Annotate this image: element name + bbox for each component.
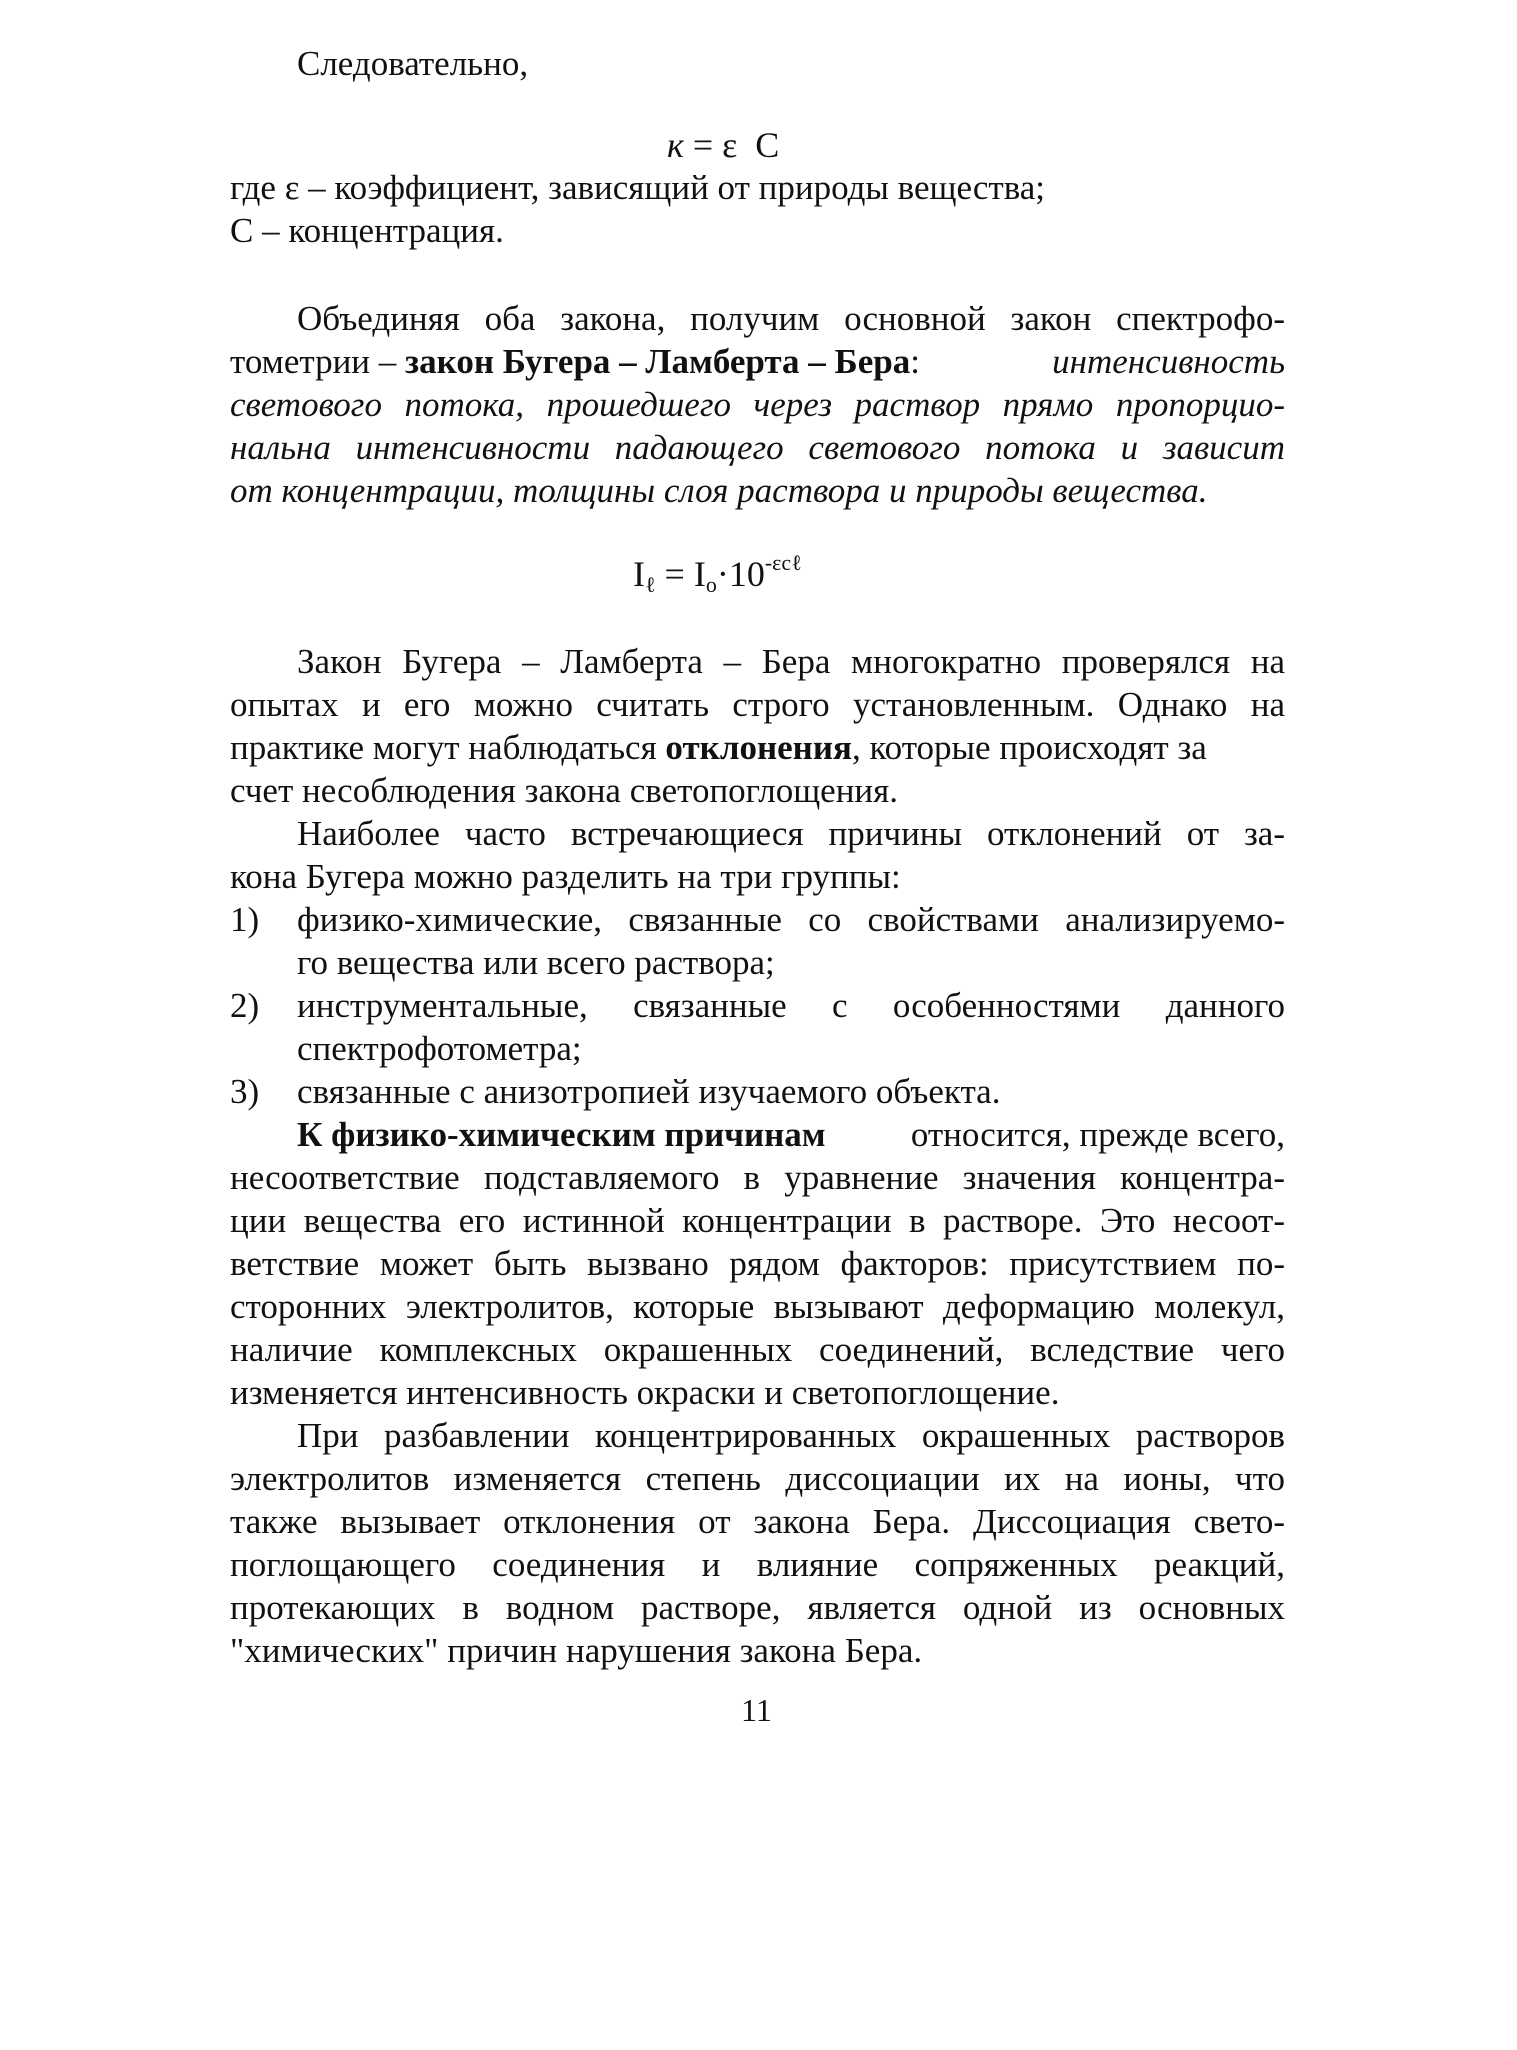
- line-text: кона Бугера можно разделить на три группы:: [230, 857, 901, 896]
- text-line: [230, 383, 1285, 426]
- list-item-text: связанные с анизотропией изучаемого объекта.: [297, 1072, 1001, 1111]
- formula-exponent: -εcℓ: [764, 550, 802, 575]
- line-text: При разбавлении концентрированных окрашенных растворов: [297, 1416, 1285, 1455]
- text-line: [297, 640, 1285, 683]
- line-text: счет несоблюдения закона светопоглощения.: [230, 771, 899, 810]
- line-text: также вызывает отклонения от закона Бера. Диссоциация свето-: [230, 1502, 1285, 1541]
- text-line: [230, 683, 1285, 726]
- text-line: [297, 297, 1285, 340]
- formula-k: [667, 124, 779, 167]
- line-text: электролитов изменяется степень диссоциации их на ионы, что: [230, 1459, 1285, 1498]
- list-item-text: го вещества или всего раствора;: [297, 943, 775, 982]
- line-text: протекающих в водном растворе, является одной из основных: [230, 1588, 1285, 1627]
- law-name-bold: закон Бугера – Ламберта – Бера: [405, 342, 911, 381]
- text-line: [230, 209, 504, 252]
- line-text: где ε – коэффициент, зависящий от природы вещества;: [230, 168, 1046, 207]
- line-text: ветствие может быть вызвано рядом факторов: присутствием по-: [230, 1244, 1285, 1283]
- line-text: Наиболее часто встречающиеся причины отклонений от за-: [297, 814, 1285, 853]
- page-number: 11: [741, 1692, 772, 1728]
- text-line: [230, 1328, 1285, 1371]
- text-line: [230, 166, 1045, 209]
- line-text: относится, прежде всего,: [902, 1115, 1285, 1154]
- line-text: от концентрации, толщины слоя раствора и природы вещества.: [230, 471, 1208, 510]
- formula-eq: = I: [655, 554, 706, 594]
- formula-k-eq: = ε: [683, 125, 756, 165]
- text-line: [230, 1586, 1285, 1629]
- line-text: :: [910, 342, 929, 381]
- line-text: тометрии –: [230, 342, 406, 381]
- text-line: [230, 726, 1285, 769]
- formula-o-sub: o: [705, 572, 717, 597]
- text-line: [230, 426, 1285, 469]
- text-line: [230, 1543, 1285, 1586]
- line-text: изменяется интенсивность окраски и светопоглощение.: [230, 1373, 1060, 1412]
- line-text: С – концентрация.: [230, 211, 504, 250]
- text-line: [230, 1629, 922, 1672]
- text-line: [297, 812, 1285, 855]
- list-item-text: спектрофотометра;: [297, 1029, 582, 1068]
- list-number: 1): [230, 900, 260, 939]
- text-line: [230, 1199, 1285, 1242]
- causes-bold: К физико-химическим причинам: [297, 1115, 826, 1154]
- text-line: [230, 469, 1208, 512]
- line-text: светового потока, прошедшего через раствор прямо пропорцио-: [230, 385, 1285, 424]
- text-line: [297, 1414, 1285, 1457]
- text-line: [230, 1242, 1285, 1285]
- list-number: 3): [230, 1072, 260, 1111]
- line-text: опытах и его можно считать строго установленным. Однако на: [230, 685, 1285, 724]
- deviations-bold: отклонения: [665, 728, 852, 767]
- text-line: [230, 340, 1285, 383]
- line-text: поглощающего соединения и влияние сопряженных реакций,: [230, 1545, 1285, 1584]
- text-line: [230, 855, 901, 898]
- definition-italic: интенсивность: [1052, 342, 1285, 381]
- text-line: [230, 1457, 1285, 1500]
- list-number: 2): [230, 986, 260, 1025]
- text-line: [230, 1500, 1285, 1543]
- line-text: Следовательно,: [297, 44, 529, 83]
- formula-i-sub: ℓ: [645, 572, 656, 597]
- text-line: [230, 769, 898, 812]
- text-line: [230, 1285, 1285, 1328]
- formula-k-symbol: к: [667, 125, 684, 165]
- formula-i: I: [633, 554, 645, 594]
- list-item-text: инструментальные, связанные с особенностями данного: [297, 986, 1285, 1025]
- text-line: [297, 1113, 1285, 1156]
- line-text: нальна интенсивности падающего светового потока и зависит: [230, 428, 1285, 467]
- line-text: Закон Бугера – Ламберта – Бера многократно проверялся на: [297, 642, 1285, 681]
- list-item-text: физико-химические, связанные со свойствами анализируемо-: [297, 900, 1285, 939]
- line-text: Объединяя оба закона, получим основной закон спектрофо-: [297, 299, 1285, 338]
- text-line: [297, 42, 528, 85]
- line-text: , которые происходят за: [851, 728, 1207, 767]
- text-line: [230, 1156, 1285, 1199]
- formula-rest: ·10: [716, 554, 765, 594]
- line-text: несоответствие подставляемого в уравнение значения концентра-: [230, 1158, 1285, 1197]
- line-text: ции вещества его истинной концентрации в растворе. Это несоот-: [230, 1201, 1285, 1240]
- formula-k-c: С: [755, 125, 780, 165]
- formula-bouguer: [633, 550, 802, 597]
- text-line: [230, 1371, 1059, 1414]
- line-text: практике могут наблюдаться: [230, 728, 666, 767]
- line-text: сторонних электролитов, которые вызывают деформацию молекул,: [230, 1287, 1285, 1326]
- line-text: "химических" причин нарушения закона Бера.: [230, 1631, 923, 1670]
- line-text: наличие комплексных окрашенных соединений, вследствие чего: [230, 1330, 1285, 1369]
